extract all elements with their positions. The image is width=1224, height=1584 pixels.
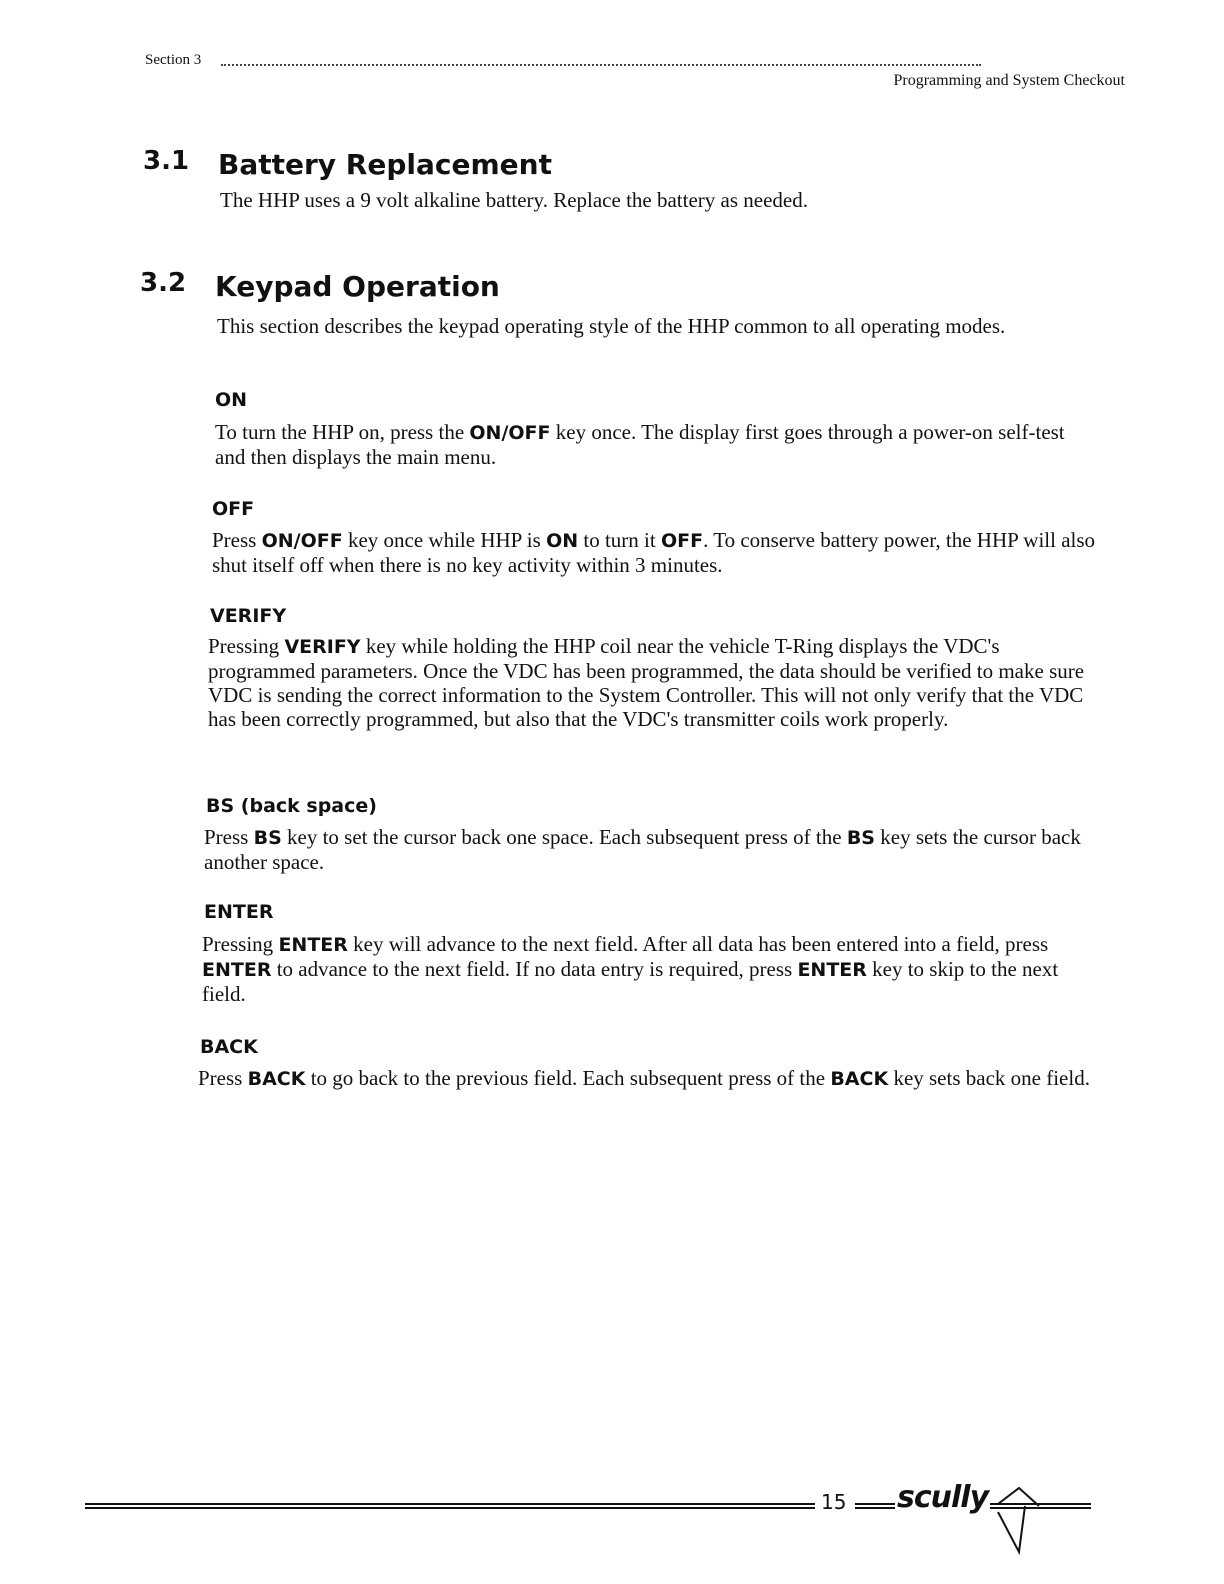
page-footer — [85, 1478, 1095, 1558]
key-heading: BS (back space) — [206, 795, 377, 817]
header-leader-dots — [221, 64, 981, 66]
key-description: Pressing VERIFY key while holding the HHP coil near the vehicle T-Ring displays the VDC's programmed parameters. Once the VDC has been programmed, the data should be verified to make sure VDC is sending the correct information to the System Controller. This will not only verify that the VDC has been correctly programmed, but also that the VDC's transmitter coils work properly. — [208, 634, 1085, 731]
key-description: To turn the HHP on, press the ON/OFF key once. The display first goes through a power-on self-test and then displays the main menu. — [215, 420, 1065, 469]
section-number: 3.2 — [140, 268, 187, 298]
section-body: This section describes the keypad operating style of the HHP common to all operating modes. — [217, 314, 1006, 338]
header-section-label: Section 3 — [145, 52, 202, 68]
footer-rule — [85, 1503, 815, 1509]
key-heading: VERIFY — [210, 605, 287, 627]
section-title: Battery Replacement — [218, 148, 552, 181]
key-heading: BACK — [200, 1036, 258, 1058]
page-number: 15 — [821, 1490, 847, 1514]
section-number: 3.1 — [143, 146, 190, 176]
key-heading: OFF — [212, 498, 255, 520]
key-description: Pressing ENTER key will advance to the next field. After all data has been entered into a field, press ENTER to advance to the next field. If no data entry is required, press ENTER key to skip to the next field. — [202, 932, 1059, 1006]
page-header — [145, 52, 1125, 92]
section-body: The HHP uses a 9 volt alkaline battery. Replace the battery as needed. — [220, 188, 808, 212]
key-description: Press BS key to set the cursor back one space. Each subsequent press of the BS key sets the cursor back another space. — [204, 825, 1081, 874]
key-heading: ENTER — [204, 901, 274, 923]
brand-logo: scully — [897, 1480, 989, 1515]
key-description: Press BACK to go back to the previous field. Each subsequent press of the BACK key sets back one field. — [198, 1066, 1090, 1090]
header-chapter-title: Programming and System Checkout — [893, 72, 1125, 89]
section-title: Keypad Operation — [215, 270, 500, 303]
key-description: Press ON/OFF key once while HHP is ON to turn it OFF. To conserve battery power, the HHP will also shut itself off when there is no key activity within 3 minutes. — [212, 528, 1096, 577]
key-heading: ON — [215, 389, 248, 411]
